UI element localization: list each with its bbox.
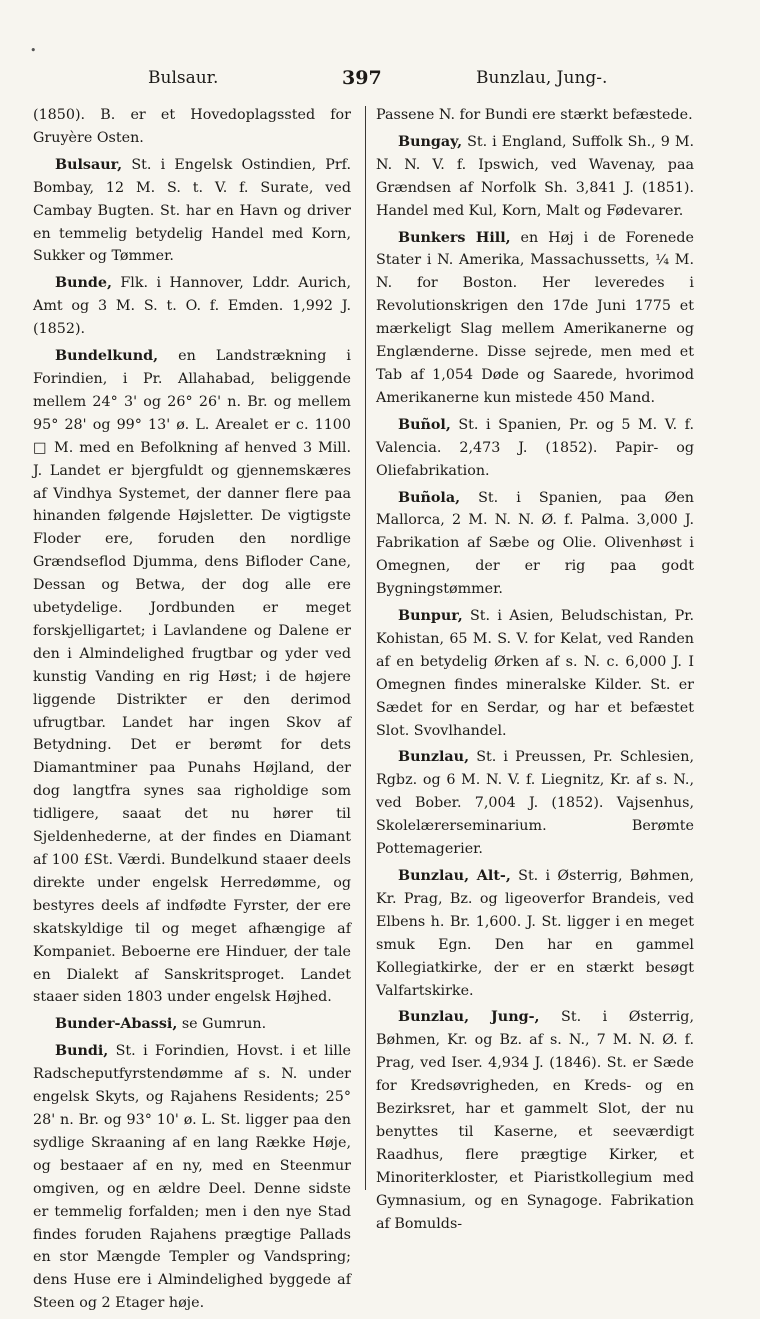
entry-headword: Buñola, [398, 489, 461, 506]
entry-text: Passene N. for Bundi ere stærkt befæstede. [376, 107, 693, 123]
entry-text: St. i Engelsk Ostindien, Prf. Bombay, 12 M. S. t. V. f. Surate, ved Cambay Bugten. St. har en Havn og driver en temmelig betydelig Handel med Korn, Sukker og Tømmer. [33, 156, 351, 265]
entry [376, 131, 694, 223]
entry-headword: Bunder-Abassi, [55, 1016, 178, 1033]
entry-text: en Landstrækning i Forindien, i Pr. Allahabad, beliggende mellem 24° 3' og 26° 26' n. Br. og mellem 95° 28' og 99° 13' ø. L. Arealet er c. 1100 □ M. med en Befolkning af henved 3 Mill. J. Landet er bjergfuldt og gjennemskæres af Vindhya Systemet, der danner flere paa hinanden følgende Højsletter. De vigtigste Floder ere, foruden den nordlige Grændseflod Djumma, dens Bifloder Cane, Dessan og Betwa, der dog alle ere ubetydelige. Jordbunden er meget forskjelligartet; i Lavlandene og Dalene er den i Almindelighed frugtbar og yder ved kunstig Vanding en rig Høst; i de højere liggende Distrikter er den derimod ufrugtbar. Landet har ingen Skov af Betydning. Det er berømt for dets Diamantminer paa Punahs Højland, der dog langtfra synes saa righoldige som tidligere, saaat det nu hører til Sjeldenhederne, at der findes en Diamant af 100 £St. Værdi. Bundelkund staaer deels direkte under engelsk Herredømme, og bestyres deels af indfødte Fyrster, der ere skatskyldige til og meget afhængige af Kompaniet. Beboerne ere Hinduer, der tale en Dialekt af Sanskritsproget. Landet staaer siden 1803 under engelsk Højhed. [33, 348, 351, 1006]
entry [33, 1013, 351, 1036]
header-right-guide-word: Bunzlau, Jung-. [476, 68, 608, 88]
entry-text: St. i Asien, Beludschistan, Pr. Kohistan, 65 M. S. V. for Kelat, ved Randen af en betydelig Ørken af s. N. c. 6,000 J. I Omegnen findes mineralske Kilder. St. er Sædet for en Serdar, og har et befæstet Slot. Svovlhandel. [376, 608, 694, 739]
entry [33, 272, 351, 341]
corner-mark: • [30, 44, 37, 57]
entry [376, 487, 694, 602]
entry-headword: Bunkers Hill, [398, 229, 511, 246]
entry-headword: Bundi, [55, 1043, 109, 1060]
left-column [33, 104, 351, 1319]
entry-headword: Bulsaur, [55, 156, 123, 173]
entry [376, 746, 694, 861]
entry [33, 104, 351, 150]
running-header [0, 68, 760, 98]
entry [33, 1040, 351, 1315]
entry-text: St. i England, Suffolk Sh., 9 M. N. N. V. f. Ipswich, ved Wavenay, paa Grændsen af Norfolk Sh. 3,841 J. (1851). Handel med Kul, Korn, Malt og Fødevarer. [376, 133, 694, 219]
entry-headword: Buñol, [398, 416, 451, 433]
column-divider [365, 106, 366, 1190]
entry [376, 865, 694, 1002]
entry [376, 605, 694, 742]
entry-text: St. i Forindien, Hovst. i et lille Radscheputfyrstendømme af s. N. under engelsk Skyts, og Rajahens Residents; 25° 28' n. Br. og 93° 10' ø. L. St. ligger paa den sydlige Skraaning af en lang Række Høje, og bestaaer af en ny, med en Steenmur omgiven, og en ældre Deel. Denne sidste er temmelig forfalden; men i den nye Stad findes foruden Rajahens prægtige Pallads en stor Mængde Templer og Vandspring; dens Huse ere i Almindelighed byggede af Steen og 2 Etager høje. [33, 1043, 351, 1312]
entry-headword: Bundelkund, [55, 348, 159, 365]
entry-headword: Bunzlau, [398, 749, 470, 766]
entry-text: St. i Østerrig, Bøhmen, Kr. Prag, Bz. og ligeoverfor Brandeis, ved Elbens h. Br. 1,600. J. St. ligger i en meget smuk Egn. Den har en gammel Kollegiatkirke, der er en stærkt besøgt Valfartskirke. [376, 868, 694, 999]
entry-headword: Bungay, [398, 133, 463, 150]
page-number: 397 [342, 67, 382, 89]
header-left-guide-word: Bulsaur. [148, 68, 219, 88]
entry-text: St. i Preussen, Pr. Schlesien, Rgbz. og 6 M. N. V. f. Liegnitz, Kr. af s. N., ved Bober. 7,004 J. (1852). Vajsenhus, Skolelærerseminarium. Berømte Pottemagerier. [376, 749, 694, 858]
entry [376, 414, 694, 483]
entry [376, 104, 694, 127]
entry-headword: Bunpur, [398, 608, 463, 625]
entry-headword: Bunzlau, Alt-, [398, 868, 511, 884]
entry [33, 345, 351, 1009]
right-column [376, 104, 694, 1240]
entry-headword: Bunde, [55, 275, 112, 292]
entry [376, 227, 694, 410]
entry-text: St. i Østerrig, Bøhmen, Kr. og Bz. af s. N., 7 M. N. Ø. f. Prag, ved Iser. 4,934 J. (1846). St. er Sæde for Kredsøvrigheden, en Kreds- og en Bezirksret, har et gammelt Slot, der nu benyttes til Kaserne, et seeværdigt Raadhus, flere prægtige Kirker, et Minoriterkloster, et Piaristkollegium med Gymnasium, og en Synagoge. Fabrikation af Bomulds- [376, 1009, 694, 1232]
entry-text: en Høj i de Forenede Stater i N. Amerika, Massachussetts, ¼ M. N. for Boston. Her leveredes i Revolutionskrigen den 17de Juni 1775 et mærkeligt Slag mellem Amerikanerne og Englænderne. Disse sejrede, men med et Tab af 1,054 Døde og Saarede, hvorimod Amerikanerne kun mistede 450 Mand. [376, 229, 694, 406]
entry-text: St. i Spanien, Pr. og 5 M. V. f. Valencia. 2,473 J. (1852). Papir- og Oliefabrikation. [376, 416, 694, 479]
entry-text: se Gumrun. [177, 1016, 267, 1033]
entry-text: (1850). B. er et Hovedoplagssted for Gruyère Osten. [33, 107, 351, 146]
entry [33, 154, 351, 269]
entry-text: Flk. i Hannover, Lddr. Aurich, Amt og 3 M. S. t. O. f. Emden. 1,992 J. (1852). [33, 275, 351, 338]
entry-headword: Bunzlau, Jung-, [398, 1009, 540, 1026]
entry [376, 1006, 694, 1235]
entry-text: St. i Spanien, paa Øen Mallorca, 2 M. N. N. Ø. f. Palma. 3,000 J. Fabrikation af Sæbe og Olie. Olivenhøst i Omegnen, der er rig paa godt Bygningstømmer. [376, 489, 694, 598]
